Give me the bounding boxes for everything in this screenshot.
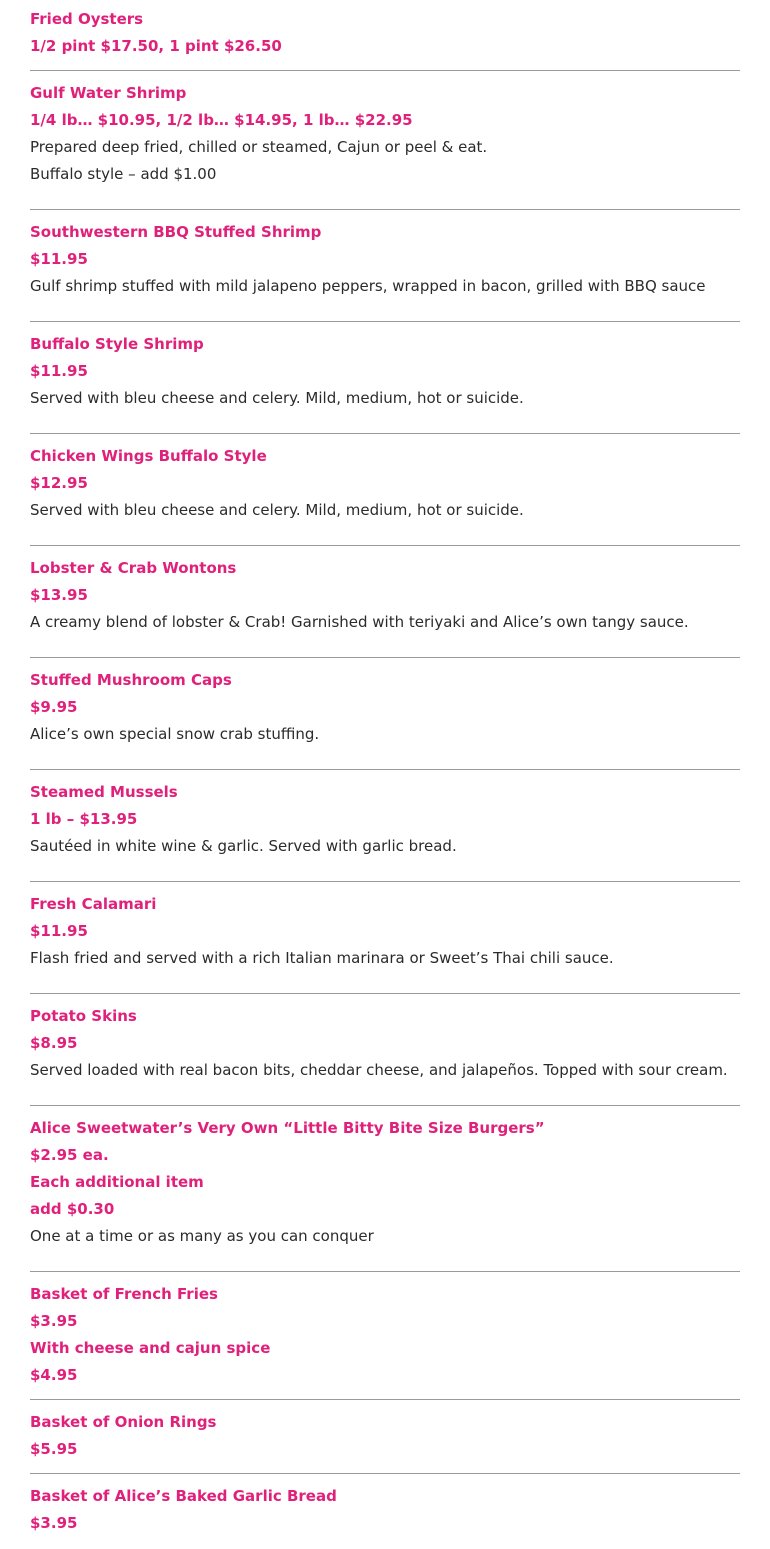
- menu-item-basket-french-fries: [30, 1281, 740, 1389]
- item-option-price: $4.95: [30, 1366, 78, 1384]
- item-price: $9.95: [30, 698, 78, 716]
- item-description: Served with bleu cheese and celery. Mild, medium, hot or suicide.: [30, 501, 524, 519]
- item-price: $12.95: [30, 474, 88, 492]
- item-option: With cheese and cajun spice: [30, 1339, 271, 1357]
- divider: [30, 321, 740, 322]
- item-description: Alice’s own special snow crab stuffing.: [30, 725, 320, 743]
- item-name: Alice Sweetwater’s Very Own “Little Bitty Bite Size Burgers”: [30, 1119, 545, 1137]
- item-name: Basket of Onion Rings: [30, 1413, 217, 1431]
- item-description: Served loaded with real bacon bits, cheddar cheese, and jalapeños. Topped with sour cream.: [30, 1061, 728, 1079]
- divider: [30, 881, 740, 882]
- divider: [30, 993, 740, 994]
- item-name: Southwestern BBQ Stuffed Shrimp: [30, 223, 322, 241]
- item-price: 1/4 lb… $10.95, 1/2 lb… $14.95, 1 lb… $22.95: [30, 111, 413, 129]
- item-name: Chicken Wings Buffalo Style: [30, 447, 267, 465]
- menu-item-steamed-mussels: [30, 779, 740, 860]
- divider: [30, 545, 740, 546]
- menu-item-potato-skins: [30, 1003, 740, 1084]
- item-description: Flash fried and served with a rich Italian marinara or Sweet’s Thai chili sauce.: [30, 949, 614, 967]
- item-name: Fried Oysters: [30, 10, 144, 28]
- item-name: Gulf Water Shrimp: [30, 84, 187, 102]
- item-price: $5.95: [30, 1440, 78, 1458]
- menu-item-fried-oysters: [30, 6, 740, 60]
- divider: [30, 70, 740, 71]
- item-name: Basket of French Fries: [30, 1285, 218, 1303]
- item-price: $8.95: [30, 1034, 78, 1052]
- item-description: Prepared deep fried, chilled or steamed, Cajun or peel & eat.: [30, 138, 488, 156]
- item-description: One at a time or as many as you can conquer: [30, 1227, 374, 1245]
- menu-item-chicken-wings-buffalo-style: [30, 443, 740, 524]
- item-description: Sautéed in white wine & garlic. Served with garlic bread.: [30, 837, 457, 855]
- divider: [30, 769, 740, 770]
- menu-item-gulf-water-shrimp: [30, 80, 740, 188]
- item-price: $3.95: [30, 1514, 78, 1532]
- item-name: Stuffed Mushroom Caps: [30, 671, 232, 689]
- item-description: Served with bleu cheese and celery. Mild, medium, hot or suicide.: [30, 389, 524, 407]
- menu-item-lobster-crab-wontons: [30, 555, 740, 636]
- divider: [30, 433, 740, 434]
- menu-item-basket-garlic-bread: [30, 1483, 740, 1537]
- item-description: Buffalo style – add $1.00: [30, 165, 217, 183]
- item-price: $2.95 ea.: [30, 1146, 109, 1164]
- item-option-price: add $0.30: [30, 1200, 115, 1218]
- menu-item-basket-onion-rings: [30, 1409, 740, 1463]
- item-name: Buffalo Style Shrimp: [30, 335, 204, 353]
- menu-item-southwestern-bbq-stuffed-shrimp: [30, 219, 740, 300]
- menu-item-buffalo-style-shrimp: [30, 331, 740, 412]
- menu-item-fresh-calamari: [30, 891, 740, 972]
- item-price: 1 lb – $13.95: [30, 810, 138, 828]
- item-price: 1/2 pint $17.50, 1 pint $26.50: [30, 37, 282, 55]
- divider: [30, 1399, 740, 1400]
- item-description: A creamy blend of lobster & Crab! Garnished with teriyaki and Alice’s own tangy sauce.: [30, 613, 689, 631]
- item-price: $11.95: [30, 250, 88, 268]
- item-name: Fresh Calamari: [30, 895, 157, 913]
- divider: [30, 1105, 740, 1106]
- item-name: Lobster & Crab Wontons: [30, 559, 237, 577]
- item-price: $11.95: [30, 362, 88, 380]
- divider: [30, 1271, 740, 1272]
- menu-item-stuffed-mushroom-caps: [30, 667, 740, 748]
- divider: [30, 209, 740, 210]
- item-price: $11.95: [30, 922, 88, 940]
- divider: [30, 1473, 740, 1474]
- item-option: Each additional item: [30, 1173, 204, 1191]
- item-name: Steamed Mussels: [30, 783, 178, 801]
- item-description: Gulf shrimp stuffed with mild jalapeno peppers, wrapped in bacon, grilled with BBQ sauce: [30, 277, 706, 295]
- item-price: $13.95: [30, 586, 88, 604]
- item-name: Potato Skins: [30, 1007, 137, 1025]
- divider: [30, 657, 740, 658]
- item-price: $3.95: [30, 1312, 78, 1330]
- item-name: Basket of Alice’s Baked Garlic Bread: [30, 1487, 337, 1505]
- menu-item-bite-size-burgers: [30, 1115, 740, 1250]
